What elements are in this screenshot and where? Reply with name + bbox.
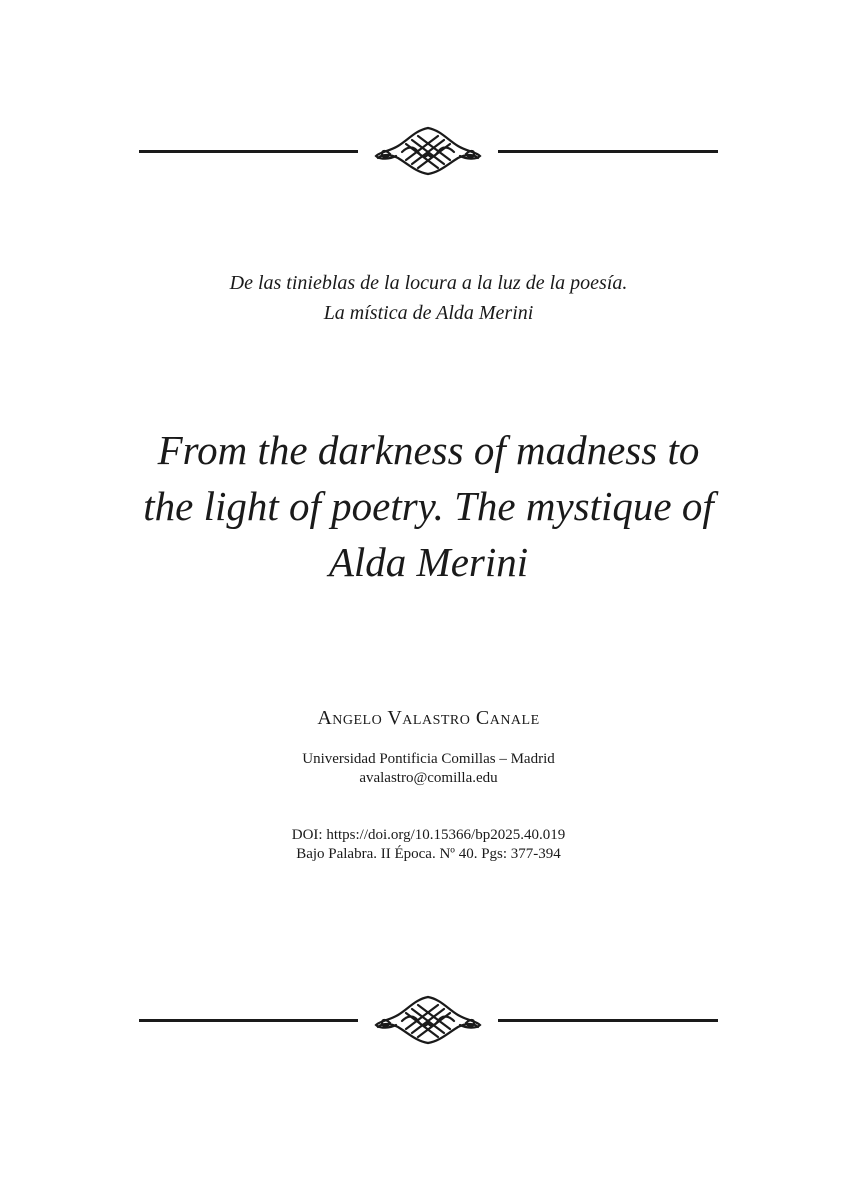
author-email: avalastro@comilla.edu (359, 770, 498, 786)
english-title-line-2: the light of poetry. The mystique of (143, 483, 714, 529)
divider-rule-right (498, 1019, 718, 1022)
publication-info (0, 826, 857, 864)
top-divider (0, 106, 857, 196)
spanish-title-line-2: La mística de Alda Merini (323, 302, 534, 324)
author-affiliation (0, 750, 857, 788)
flourish-ornament-icon (368, 116, 488, 186)
institution: Universidad Pontificia Comillas – Madrid (302, 751, 555, 767)
english-title-line-1: From the darkness of madness to (157, 427, 700, 473)
flourish-ornament-icon (368, 985, 488, 1055)
author-name: Angelo Valastro Canale (317, 707, 540, 729)
english-title-line-3: Alda Merini (328, 539, 529, 585)
divider-rule-left (139, 1019, 358, 1022)
divider-rule-left (139, 150, 358, 153)
doi: DOI: https://doi.org/10.15366/bp2025.40.019 (291, 827, 566, 843)
bottom-divider (0, 975, 857, 1065)
english-title (60, 422, 797, 590)
divider-rule-right (498, 150, 718, 153)
spanish-title (0, 268, 857, 328)
journal-citation: Bajo Palabra. II Época. Nº 40. Pgs: 377-394 (296, 846, 561, 862)
spanish-title-line-1: De las tinieblas de la locura a la luz de la poesía. (229, 272, 628, 294)
